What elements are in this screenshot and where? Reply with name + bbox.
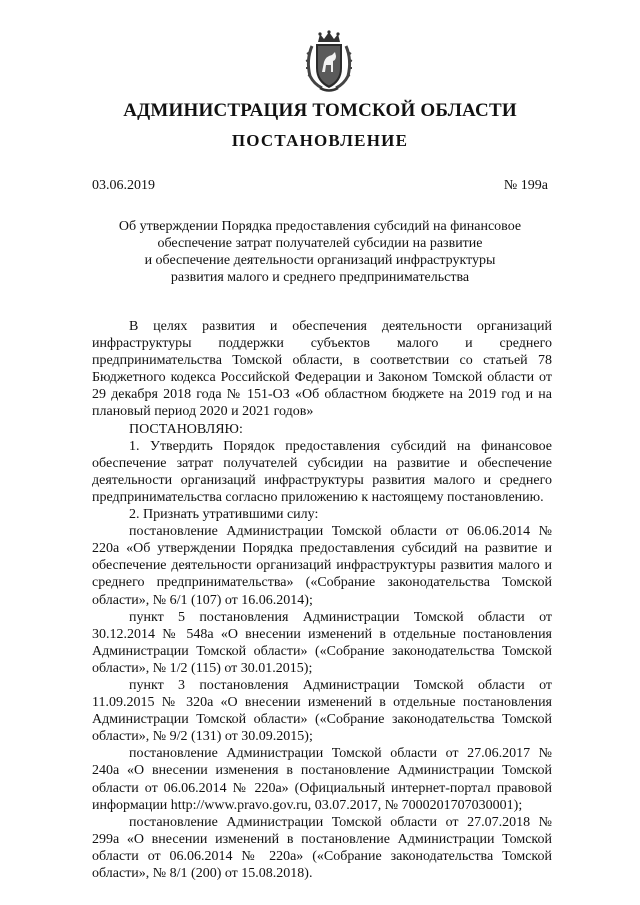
repealed-act: постановление Администрации Томской области от 06.06.2014 № 220а «Об утверждении Порядка предоставления субсидий на развитие и обеспечение деятельности организаций инфраструктуры развития малого и среднего предпринимательства» («Собрание законодательства Томской области», № 6/1 (107) от 16.06.2014); [92, 524, 552, 608]
subject-line: Об утверждении Порядка предоставления субсидий на финансовое [118, 219, 522, 234]
subject-line: обеспечение затрат получателей субсидии на развитие [157, 236, 483, 251]
repealed-act: постановление Администрации Томской области от 27.07.2018 № 299а «О внесении изменений в постановление Администрации Томской области от 06.06.2014 № 220а» («Собрание законодательства Томской области», № 8/1 (200) от 15.08.2018). [92, 814, 552, 881]
document-date: 03.06.2019 [92, 178, 155, 193]
clause-1: 1. Утвердить Порядок предоставления субсидий на финансовое обеспечение затрат получателей субсидии на развитие и обеспечение деятельности организаций инфраструктуры развития малого и среднего предпринимательства согласно приложению к настоящему постановлению. [92, 438, 552, 505]
document-type: ПОСТАНОВЛЕНИЕ [231, 131, 409, 150]
repealed-act: пункт 3 постановления Администрации Томской области от 11.09.2015 № 320а «О внесении изменений в отдельные постановления Администрации Томской области» («Собрание законодательства Томской области», № 9/2 (131) от 30.09.2015); [92, 677, 552, 745]
repealed-act: пункт 5 постановления Администрации Томской области от 30.12.2014 № 548а «О внесении изменений в отдельные постановления Администрации Томской области» («Собрание законодательства Томской области», № 1/2 (115) от 30.01.2015); [92, 609, 552, 676]
document-meta [92, 178, 548, 194]
document-subject [92, 218, 548, 286]
resolve-heading: ПОСТАНОВЛЯЮ: [129, 421, 243, 437]
preamble-paragraph: В целях развития и обеспечения деятельности организаций инфраструктуры поддержки субъектов малого и среднего предпринимательства Томской области, в соответствии со статьей 78 Бюджетного кодекса Российской Федерации и Законом Томской области от 29 декабря 2018 года № 151-ОЗ «Об областном бюджете на 2019 год и на плановый период 2020 и 2021 годов» [92, 319, 552, 420]
clause-2: 2. Признать утратившими силу: [129, 507, 319, 523]
document-number: № 199а [503, 178, 548, 193]
repealed-act: постановление Администрации Томской области от 27.06.2017 № 240а «О внесении изменения в постановление Администрации Томской области от 06.06.2014 № 220а» (Официальный интернет-портал правовой информации http://www.pravo.gov.ru, 03.07.2017, № 7000201707030001); [92, 746, 552, 813]
subject-line: развития малого и среднего предпринимательства [170, 270, 470, 285]
organization-title: АДМИНИСТРАЦИЯ ТОМСКОЙ ОБЛАСТИ [123, 100, 517, 121]
tomsk-oblast-coat-of-arms-icon [302, 30, 356, 94]
document-body [92, 318, 552, 882]
subject-line: и обеспечение деятельности организаций инфраструктуры [144, 253, 496, 268]
